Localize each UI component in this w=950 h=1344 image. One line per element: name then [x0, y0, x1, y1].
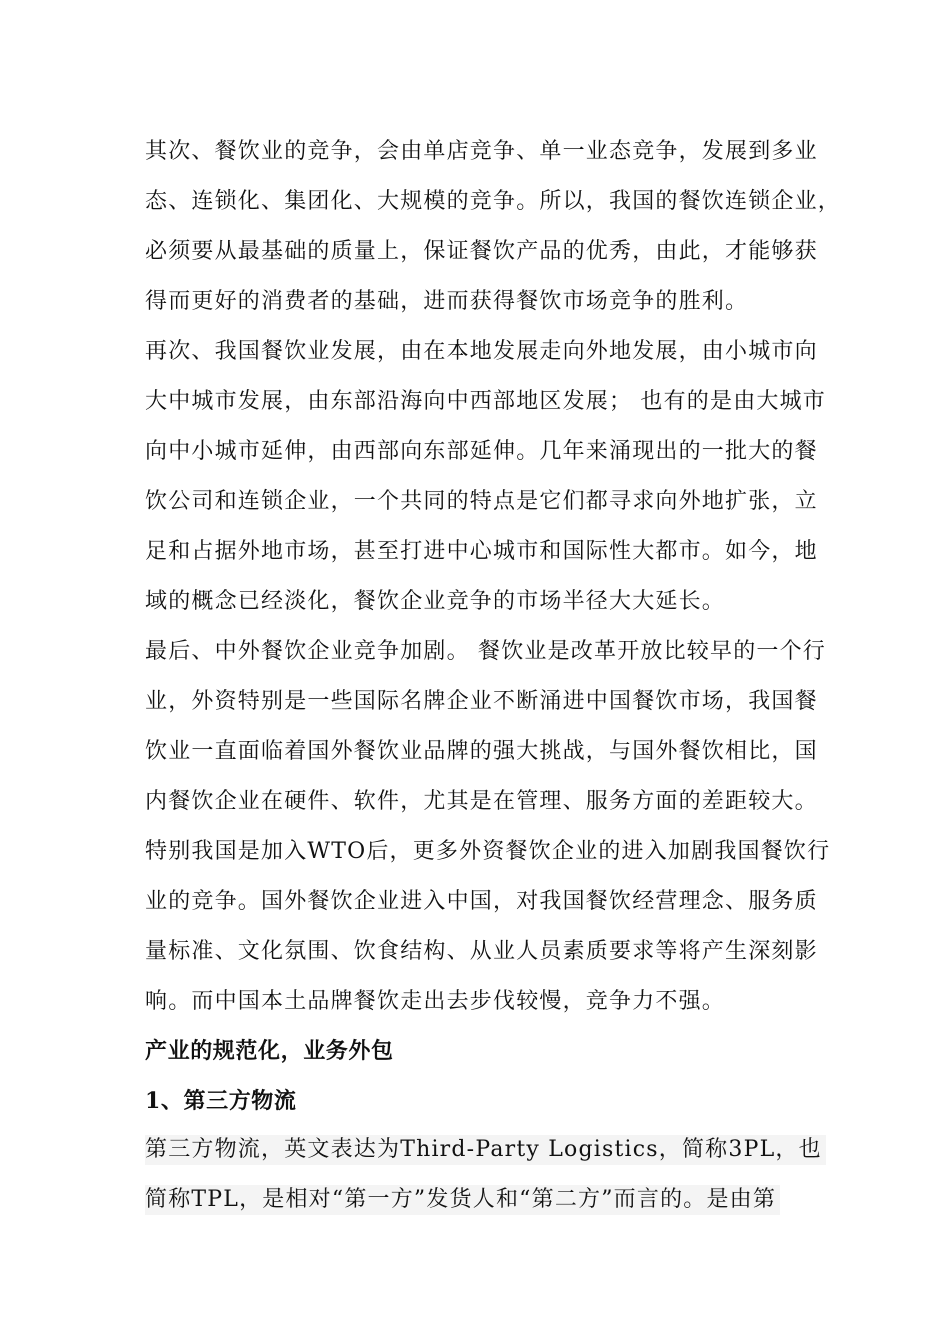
paragraph-1-line-2: 态、连锁化、集团化、大规模的竞争。所以，我国的餐饮连锁企业， [145, 189, 842, 214]
section-heading: 产业的规范化，业务外包 [145, 1038, 394, 1064]
paragraph-3-line-3: 饮业一直面临着国外餐饮业品牌的强大挑战，与国外餐饮相比，国 [145, 739, 818, 764]
paragraph-2-line-5: 足和占据外地市场，甚至打进中心城市和国际性大都市。如今，地 [145, 539, 818, 564]
paragraph-2-line-4: 饮公司和连锁企业，一个共同的特点是它们都寻求向外地扩张，立 [145, 489, 818, 514]
final-paragraph-line-1: 第三方物流，英文表达为Third-Party Logistics，简称3PL，也 [145, 1135, 826, 1165]
paragraph-4-line-2: 业的竞争。国外餐饮企业进入中国，对我国餐饮经营理念、服务质 [145, 889, 818, 914]
paragraph-4-line-1: 特别我国是加入WTO后，更多外资餐饮企业的进入加剧我国餐饮行 [145, 839, 831, 864]
paragraph-2-line-2: 大中城市发展，由东部沿海向中西部地区发展； 也有的是由大城市 [145, 389, 826, 414]
paragraph-1-line-3: 必须要从最基础的质量上，保证餐饮产品的优秀，由此，才能够获 [145, 239, 818, 264]
paragraph-4-line-3: 量标准、文化氛围、饮食结构、从业人员素质要求等将产生深刻影 [145, 939, 818, 964]
subsection-heading: 1、第三方物流 [145, 1088, 297, 1114]
paragraph-2-line-6: 域的概念已经淡化，餐饮企业竞争的市场半径大大延长。 [145, 589, 726, 614]
paragraph-2-line-3: 向中小城市延伸，由西部向东部延伸。几年来涌现出的一批大的餐 [145, 439, 818, 464]
paragraph-2-line-1: 再次、我国餐饮业发展，由在本地发展走向外地发展，由小城市向 [145, 339, 818, 364]
paragraph-3-line-4: 内餐饮企业在硬件、软件，尤其是在管理、服务方面的差距较大。 [145, 789, 818, 814]
paragraph-3-line-1: 最后、中外餐饮企业竞争加剧。 餐饮业是改革开放比较早的一个行 [145, 639, 826, 664]
paragraph-1-line-4: 得而更好的消费者的基础，进而获得餐饮市场竞争的胜利。 [145, 289, 749, 314]
paragraph-3-line-2: 业，外资特别是一些国际名牌企业不断涌进中国餐饮市场，我国餐 [145, 689, 818, 714]
paragraph-4-line-4: 响。而中国本土品牌餐饮走出去步伐较慢，竞争力不强。 [145, 989, 726, 1014]
final-paragraph-line-2: 简称TPL，是相对“第一方”发货人和“第二方”而言的。是由第 [145, 1185, 780, 1215]
paragraph-1-line-1: 其次、餐饮业的竞争，会由单店竞争、单一业态竞争，发展到多业 [145, 139, 818, 164]
